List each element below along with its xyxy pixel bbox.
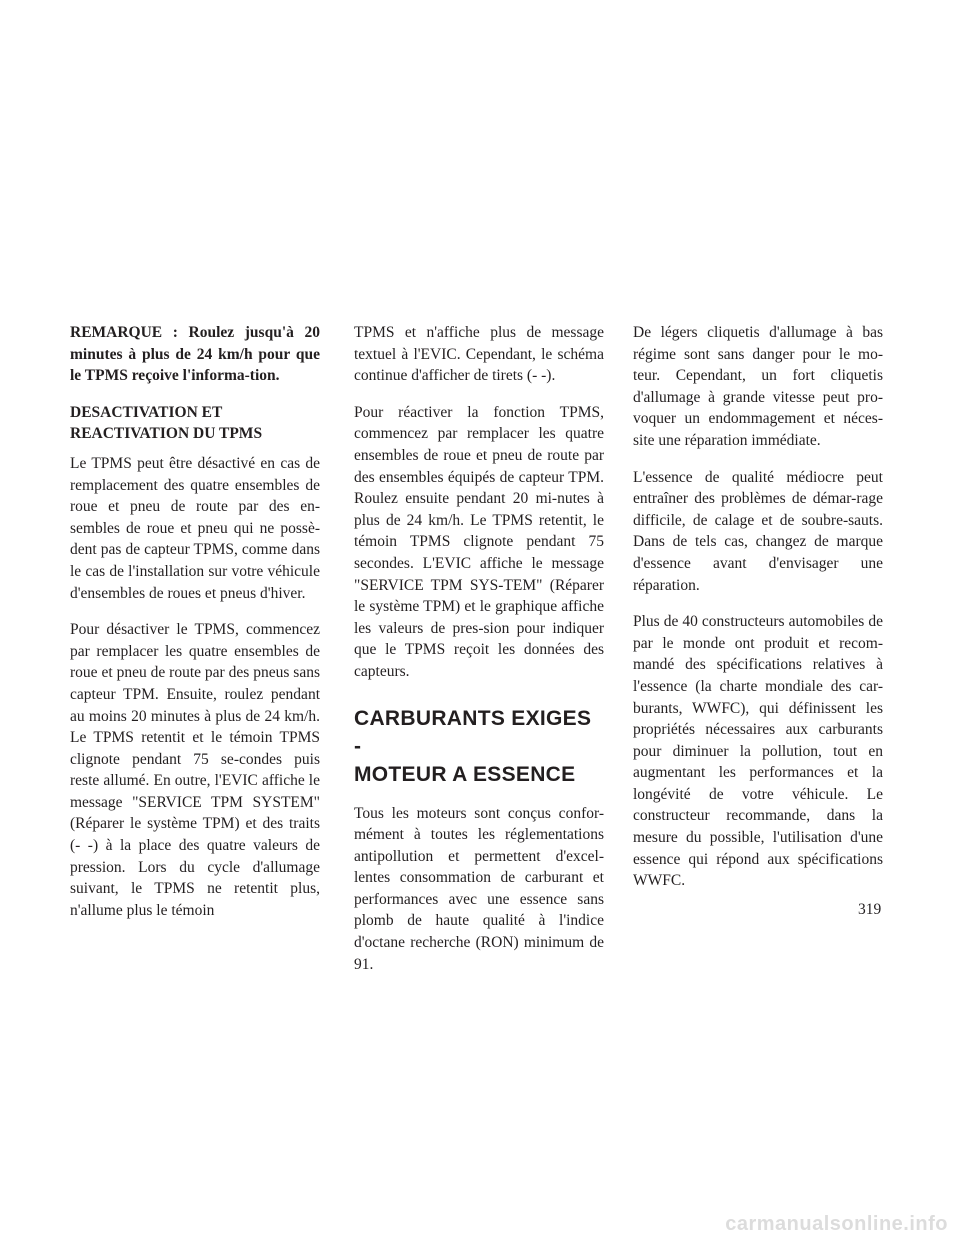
section-title-fuel-requirements [354, 705, 604, 789]
page-number: 319 [858, 901, 882, 918]
paragraph: L'essence de qualité médiocre peut entraîner des problèmes de démar-rage difficile, de calage et de soubre-sauts. Dans de tels cas, changez de marque d'essence avant d'envisager une réparation. [633, 468, 883, 594]
paragraph: TPMS et n'affiche plus de message textuel à l'EVIC. Cependant, le schéma continue d'afficher de tirets (- -). [354, 324, 604, 385]
text-column-middle [354, 322, 604, 990]
watermark: carmanualsonline.info [725, 1213, 948, 1235]
paragraph: Pour réactiver la fonction TPMS, commencez par remplacer les quatre ensembles de roue et pneu de route par des ensembles équipés de capteur TPM. Roulez ensuite pendant 20 mi-nutes à plus de 24 km/h. Le TPMS retentit, le témoin TPMS clignote pendant 75 secondes. L'EVIC affiche le message "SERVICE TPM SYS-TEM" (Réparer le système TPM) et le graphique affiche les valeurs de pres-sion pour indiquer que le TPMS reçoit les données des capteurs. [354, 403, 604, 680]
paragraph: De légers cliquetis d'allumage à bas régime sont sans danger pour le mo-teur. Cependant, un fort cliquetis d'allumage à grande vitesse peut pro-voquer un endommagement et néces-site une réparation immédiate. [633, 324, 883, 449]
subheading-line-1: DESACTIVATION ET [70, 403, 223, 421]
section-title-line-2: MOTEUR A ESSENCE [354, 762, 576, 786]
paragraph: Le TPMS peut être désactivé en cas de remplacement des quatre ensembles de roue et pneu de route par des en-sembles de roue et pneu qui ne possè-dent pas de capteur TPMS, comme dans le cas de l'installation sur votre véhicule d'ensembles de roues et pneus d'hiver. [70, 454, 320, 602]
subheading-tpms-deactivation [70, 402, 320, 445]
paragraph: Pour désactiver le TPMS, commencez par remplacer les quatre ensembles de roue et pneu de route par des pneus sans capteur TPM. Ensuite, roulez pendant au moins 20 minutes à plus de 24 km/h. Le TPMS retentit et le témoin TPMS clignote pendant 75 se-condes puis reste allumé. En outre, l'EVIC affiche le message "SERVICE TPM SYSTEM" (Réparer le système TPM) et des traits (- -) à la place des quatre valeurs de pression. Lors du cycle d'allumage suivant, le TPMS ne retentit plus, n'allume plus le témoin [70, 621, 320, 919]
remark-note: REMARQUE : Roulez jusqu'à 20 minutes à plus de 24 km/h pour que le TPMS reçoive l'informa-tion. [70, 324, 320, 385]
section-title-line-1: CARBURANTS EXIGES - [354, 706, 592, 758]
text-column-right [633, 322, 883, 907]
paragraph: Tous les moteurs sont conçus confor-mément à toutes les réglementations antipollution et permettent d'excel-lentes consommation de carburant et performances avec une essence sans plomb de haute qualité à l'indice d'octane recherche (RON) minimum de 91. [354, 804, 604, 973]
paragraph: Plus de 40 constructeurs automobiles de par le monde ont produit et recom-mandé des spécifications relatives à l'essence (la charte mondiale des car-burants, WWFC), qui définissent les propriétés nécessaires aux carburants pour diminuer la pollution, tout en augmentant les performances et la longévité de votre véhicule. Le constructeur recommande, dans la mesure du possible, l'utilisation d'une essence qui répond aux spécifications WWFC. [633, 613, 883, 890]
subheading-line-2: REACTIVATION DU TPMS [70, 425, 263, 443]
text-column-left [70, 322, 320, 936]
